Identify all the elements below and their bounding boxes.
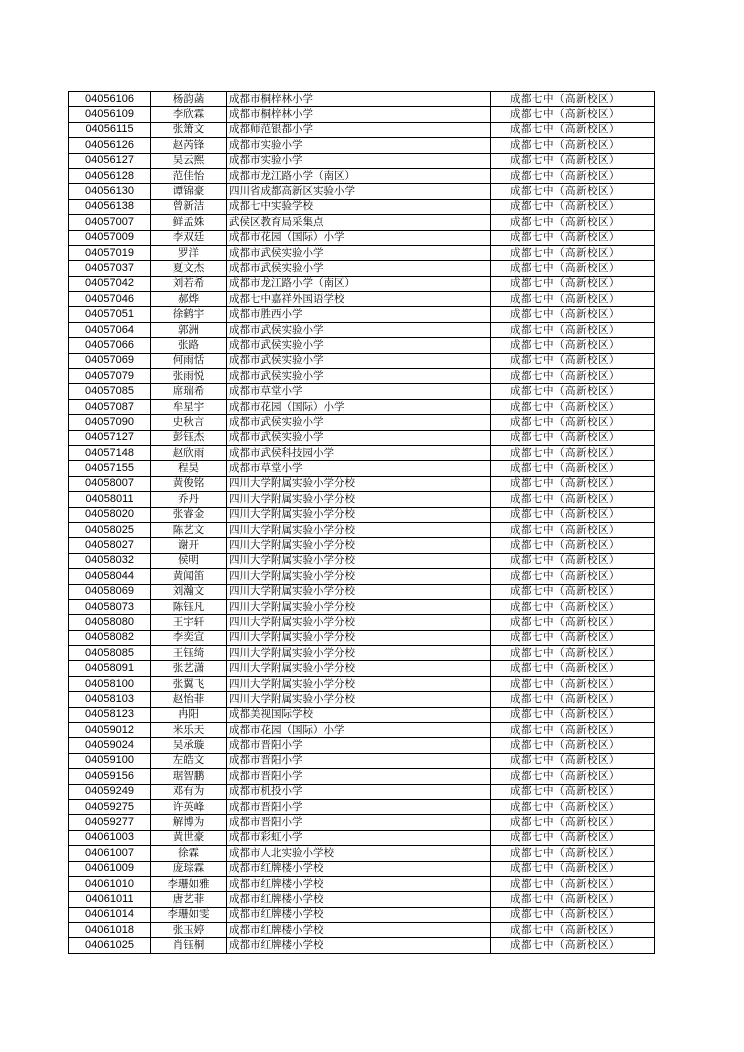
table-row [69,507,655,522]
admitted-school-cell: 成都七中（高新校区） [491,338,655,353]
admitted-school-cell: 成都七中（高新校区） [491,661,655,676]
student-name-cell: 程昊 [151,461,227,476]
student-id-cell: 04058020 [69,507,151,522]
admitted-school-cell: 成都七中（高新校区） [491,799,655,814]
student-name-cell: 刘瀚文 [151,584,227,599]
student-name-cell: 郝烨 [151,292,227,307]
table-row [69,738,655,753]
table-row [69,907,655,922]
student-id-cell: 04057079 [69,369,151,384]
school-cell: 四川大学附属实验小学分校 [227,692,491,707]
table-row [69,799,655,814]
student-name-cell: 牟星宇 [151,399,227,414]
admitted-school-cell: 成都七中（高新校区） [491,138,655,153]
school-cell: 四川大学附属实验小学分校 [227,522,491,537]
admitted-school-cell: 成都七中（高新校区） [491,261,655,276]
school-cell: 四川大学附属实验小学分校 [227,615,491,630]
admitted-school-cell: 成都七中（高新校区） [491,168,655,183]
admitted-school-cell: 成都七中（高新校区） [491,892,655,907]
school-cell: 成都市红牌楼小学校 [227,923,491,938]
student-name-cell: 王钰绮 [151,646,227,661]
student-name-cell: 肖钰桐 [151,938,227,953]
student-id-cell: 04061014 [69,907,151,922]
student-name-cell: 左皓文 [151,753,227,768]
student-id-cell: 04057155 [69,461,151,476]
admitted-school-cell: 成都七中（高新校区） [491,538,655,553]
student-id-cell: 04057042 [69,276,151,291]
school-cell: 四川大学附属实验小学分校 [227,507,491,522]
student-id-cell: 04056109 [69,107,151,122]
school-cell: 四川大学附属实验小学分校 [227,492,491,507]
student-name-cell: 赵欣雨 [151,445,227,460]
school-cell: 成都市晋阳小学 [227,738,491,753]
table-row [69,492,655,507]
table-row [69,92,655,107]
admitted-school-cell: 成都七中（高新校区） [491,384,655,399]
school-cell: 成都美视国际学校 [227,707,491,722]
school-cell: 成都市花园（国际）小学 [227,723,491,738]
school-cell: 成都市桐梓林小学 [227,107,491,122]
student-id-cell: 04057019 [69,245,151,260]
student-name-cell: 黄闻笛 [151,569,227,584]
student-id-cell: 04056127 [69,153,151,168]
school-cell: 成都市龙江路小学（南区） [227,168,491,183]
student-name-cell: 张玉婷 [151,923,227,938]
school-cell: 四川大学附属实验小学分校 [227,646,491,661]
school-cell: 成都市人北实验小学校 [227,846,491,861]
school-cell: 成都市武侯实验小学 [227,245,491,260]
student-name-cell: 赵芮锋 [151,138,227,153]
student-name-cell: 庞琮霖 [151,861,227,876]
school-cell: 成都市花园（国际）小学 [227,399,491,414]
school-cell: 成都市武侯实验小学 [227,338,491,353]
table-row [69,923,655,938]
school-cell: 成都市晋阳小学 [227,815,491,830]
table-row [69,445,655,460]
student-id-cell: 04057127 [69,430,151,445]
school-cell: 四川大学附属实验小学分校 [227,630,491,645]
admitted-school-cell: 成都七中（高新校区） [491,369,655,384]
student-id-cell: 04058032 [69,553,151,568]
admitted-school-cell: 成都七中（高新校区） [491,584,655,599]
admitted-school-cell: 成都七中（高新校区） [491,199,655,214]
student-id-cell: 04058100 [69,676,151,691]
school-cell: 成都市实验小学 [227,153,491,168]
admitted-school-cell: 成都七中（高新校区） [491,230,655,245]
table-row [69,292,655,307]
school-cell: 成都市晋阳小学 [227,753,491,768]
admitted-school-cell: 成都七中（高新校区） [491,692,655,707]
table-row [69,322,655,337]
student-name-cell: 琚智鹏 [151,769,227,784]
table-row [69,769,655,784]
table-row [69,569,655,584]
student-name-cell: 范佳怡 [151,168,227,183]
student-id-cell: 04056126 [69,138,151,153]
school-cell: 成都市红牌楼小学校 [227,907,491,922]
admitted-school-cell: 成都七中（高新校区） [491,522,655,537]
student-id-cell: 04056115 [69,122,151,137]
school-cell: 成都市晋阳小学 [227,799,491,814]
table-row [69,815,655,830]
student-name-cell: 席瑞希 [151,384,227,399]
student-id-cell: 04056130 [69,184,151,199]
table-row [69,584,655,599]
student-id-cell: 04058103 [69,692,151,707]
table-row [69,476,655,491]
admitted-school-cell: 成都七中（高新校区） [491,676,655,691]
student-id-cell: 04059012 [69,723,151,738]
school-cell: 成都市晋阳小学 [227,769,491,784]
table-row [69,692,655,707]
admitted-school-cell: 成都七中（高新校区） [491,445,655,460]
student-name-cell: 陈艺文 [151,522,227,537]
student-id-cell: 04057051 [69,307,151,322]
admitted-school-cell: 成都七中（高新校区） [491,861,655,876]
student-id-cell: 04057085 [69,384,151,399]
student-name-cell: 史秋言 [151,415,227,430]
school-cell: 成都市红牌楼小学校 [227,876,491,891]
student-name-cell: 李珊如雯 [151,907,227,922]
table-row [69,153,655,168]
table-row [69,830,655,845]
student-id-cell: 04059277 [69,815,151,830]
student-name-cell: 鲜孟姝 [151,215,227,230]
admitted-school-cell: 成都七中（高新校区） [491,723,655,738]
student-name-cell: 吴承璇 [151,738,227,753]
student-name-cell: 李珊如雅 [151,876,227,891]
student-name-cell: 许英峰 [151,799,227,814]
admitted-school-cell: 成都七中（高新校区） [491,399,655,414]
school-cell: 四川大学附属实验小学分校 [227,538,491,553]
admitted-school-cell: 成都七中（高新校区） [491,292,655,307]
student-id-cell: 04061010 [69,876,151,891]
admitted-school-cell: 成都七中（高新校区） [491,553,655,568]
student-name-cell: 谭锦豪 [151,184,227,199]
admission-list-table [68,91,655,954]
table-row [69,522,655,537]
admitted-school-cell: 成都七中（高新校区） [491,122,655,137]
table-row [69,876,655,891]
school-cell: 四川大学附属实验小学分校 [227,661,491,676]
student-id-cell: 04058073 [69,599,151,614]
admitted-school-cell: 成都七中（高新校区） [491,430,655,445]
admitted-school-cell: 成都七中（高新校区） [491,322,655,337]
student-name-cell: 黄世豪 [151,830,227,845]
admitted-school-cell: 成都七中（高新校区） [491,784,655,799]
table-row [69,369,655,384]
student-id-cell: 04057066 [69,338,151,353]
table-row [69,646,655,661]
school-cell: 四川大学附属实验小学分校 [227,584,491,599]
table-row [69,430,655,445]
school-cell: 成都师范银都小学 [227,122,491,137]
school-cell: 成都市武侯实验小学 [227,353,491,368]
student-name-cell: 曾新洁 [151,199,227,214]
student-name-cell: 冉阳 [151,707,227,722]
student-id-cell: 04061009 [69,861,151,876]
table-row [69,215,655,230]
table-row [69,461,655,476]
table-body [69,92,655,954]
admitted-school-cell: 成都七中（高新校区） [491,245,655,260]
student-id-cell: 04061025 [69,938,151,953]
student-id-cell: 04058080 [69,615,151,630]
table-row [69,138,655,153]
student-name-cell: 郭洲 [151,322,227,337]
student-name-cell: 张箫文 [151,122,227,137]
student-id-cell: 04058123 [69,707,151,722]
school-cell: 四川省成都高新区实验小学 [227,184,491,199]
table-row [69,846,655,861]
school-cell: 成都市武侯实验小学 [227,415,491,430]
student-name-cell: 张翼飞 [151,676,227,691]
school-cell: 成都七中实验学校 [227,199,491,214]
table-row [69,261,655,276]
student-id-cell: 04059249 [69,784,151,799]
student-id-cell: 04059275 [69,799,151,814]
admitted-school-cell: 成都七中（高新校区） [491,815,655,830]
school-cell: 四川大学附属实验小学分校 [227,599,491,614]
student-name-cell: 侯明 [151,553,227,568]
table-row [69,723,655,738]
table-row [69,384,655,399]
admitted-school-cell: 成都七中（高新校区） [491,507,655,522]
school-cell: 成都市武侯实验小学 [227,261,491,276]
admitted-school-cell: 成都七中（高新校区） [491,107,655,122]
table-row [69,199,655,214]
student-name-cell: 李奕宣 [151,630,227,645]
admitted-school-cell: 成都七中（高新校区） [491,215,655,230]
table-row [69,615,655,630]
table-row [69,553,655,568]
student-id-cell: 04057069 [69,353,151,368]
student-name-cell: 张睿金 [151,507,227,522]
admitted-school-cell: 成都七中（高新校区） [491,492,655,507]
student-id-cell: 04058044 [69,569,151,584]
table-row [69,784,655,799]
student-id-cell: 04056128 [69,168,151,183]
table-row [69,168,655,183]
admitted-school-cell: 成都七中（高新校区） [491,630,655,645]
admitted-school-cell: 成都七中（高新校区） [491,615,655,630]
table-row [69,676,655,691]
admitted-school-cell: 成都七中（高新校区） [491,461,655,476]
school-cell: 成都市花园（国际）小学 [227,230,491,245]
student-id-cell: 04057037 [69,261,151,276]
student-id-cell: 04057148 [69,445,151,460]
student-id-cell: 04058011 [69,492,151,507]
student-id-cell: 04056138 [69,199,151,214]
table-row [69,338,655,353]
student-id-cell: 04057007 [69,215,151,230]
student-name-cell: 王宇轩 [151,615,227,630]
admitted-school-cell: 成都七中（高新校区） [491,184,655,199]
student-id-cell: 04057090 [69,415,151,430]
table-row [69,753,655,768]
student-name-cell: 张艺潇 [151,661,227,676]
school-cell: 成都市彩虹小学 [227,830,491,845]
student-id-cell: 04058025 [69,522,151,537]
student-name-cell: 李欣霖 [151,107,227,122]
admitted-school-cell: 成都七中（高新校区） [491,876,655,891]
school-cell: 成都市红牌楼小学校 [227,861,491,876]
admitted-school-cell: 成都七中（高新校区） [491,907,655,922]
student-name-cell: 解博为 [151,815,227,830]
student-name-cell: 李双廷 [151,230,227,245]
school-cell: 成都七中嘉祥外国语学校 [227,292,491,307]
school-cell: 成都市草堂小学 [227,461,491,476]
student-name-cell: 徐鹤宇 [151,307,227,322]
table-row [69,107,655,122]
student-id-cell: 04061003 [69,830,151,845]
admitted-school-cell: 成都七中（高新校区） [491,938,655,953]
student-name-cell: 何雨恬 [151,353,227,368]
school-cell: 成都市草堂小学 [227,384,491,399]
student-id-cell: 04058027 [69,538,151,553]
student-name-cell: 米乐天 [151,723,227,738]
table-row [69,276,655,291]
student-id-cell: 04061011 [69,892,151,907]
admitted-school-cell: 成都七中（高新校区） [491,707,655,722]
student-name-cell: 罗洋 [151,245,227,260]
student-name-cell: 邓有为 [151,784,227,799]
student-name-cell: 杨韵菡 [151,92,227,107]
student-name-cell: 刘若希 [151,276,227,291]
school-cell: 武侯区教育局采集点 [227,215,491,230]
school-cell: 成都市武侯实验小学 [227,369,491,384]
student-id-cell: 04059024 [69,738,151,753]
school-cell: 成都市红牌楼小学校 [227,938,491,953]
student-name-cell: 彭钰杰 [151,430,227,445]
student-id-cell: 04057087 [69,399,151,414]
table-row [69,399,655,414]
admitted-school-cell: 成都七中（高新校区） [491,476,655,491]
student-id-cell: 04061018 [69,923,151,938]
student-name-cell: 黄俊铭 [151,476,227,491]
admitted-school-cell: 成都七中（高新校区） [491,738,655,753]
admitted-school-cell: 成都七中（高新校区） [491,753,655,768]
table-row [69,353,655,368]
school-cell: 成都市桐梓林小学 [227,92,491,107]
table-row [69,707,655,722]
admitted-school-cell: 成都七中（高新校区） [491,646,655,661]
student-id-cell: 04056106 [69,92,151,107]
admitted-school-cell: 成都七中（高新校区） [491,153,655,168]
table-row [69,184,655,199]
table-row [69,307,655,322]
school-cell: 四川大学附属实验小学分校 [227,676,491,691]
student-id-cell: 04058085 [69,646,151,661]
admitted-school-cell: 成都七中（高新校区） [491,599,655,614]
admitted-school-cell: 成都七中（高新校区） [491,307,655,322]
admitted-school-cell: 成都七中（高新校区） [491,830,655,845]
student-id-cell: 04057009 [69,230,151,245]
student-id-cell: 04057064 [69,322,151,337]
student-name-cell: 赵怡菲 [151,692,227,707]
student-id-cell: 04059156 [69,769,151,784]
school-cell: 四川大学附属实验小学分校 [227,553,491,568]
admitted-school-cell: 成都七中（高新校区） [491,569,655,584]
student-id-cell: 04058007 [69,476,151,491]
school-cell: 四川大学附属实验小学分校 [227,476,491,491]
school-cell: 成都市胜西小学 [227,307,491,322]
student-name-cell: 张路 [151,338,227,353]
student-name-cell: 徐霖 [151,846,227,861]
student-id-cell: 04058082 [69,630,151,645]
table-row [69,245,655,260]
school-cell: 四川大学附属实验小学分校 [227,569,491,584]
school-cell: 成都市实验小学 [227,138,491,153]
school-cell: 成都市红牌楼小学校 [227,892,491,907]
student-name-cell: 吴云熙 [151,153,227,168]
student-name-cell: 夏文杰 [151,261,227,276]
school-cell: 成都市武侯实验小学 [227,322,491,337]
table-row [69,892,655,907]
admitted-school-cell: 成都七中（高新校区） [491,353,655,368]
admitted-school-cell: 成都七中（高新校区） [491,769,655,784]
table-row [69,230,655,245]
student-name-cell: 唐艺菲 [151,892,227,907]
student-id-cell: 04059100 [69,753,151,768]
admitted-school-cell: 成都七中（高新校区） [491,846,655,861]
table-row [69,938,655,953]
student-id-cell: 04061007 [69,846,151,861]
table-row [69,599,655,614]
student-name-cell: 张雨悦 [151,369,227,384]
school-cell: 成都市机投小学 [227,784,491,799]
school-cell: 成都市武侯科技园小学 [227,445,491,460]
student-name-cell: 陈钰凡 [151,599,227,614]
table-row [69,415,655,430]
student-name-cell: 乔丹 [151,492,227,507]
student-id-cell: 04058069 [69,584,151,599]
student-id-cell: 04057046 [69,292,151,307]
student-name-cell: 谢开 [151,538,227,553]
admitted-school-cell: 成都七中（高新校区） [491,276,655,291]
table-row [69,661,655,676]
student-id-cell: 04058091 [69,661,151,676]
admitted-school-cell: 成都七中（高新校区） [491,923,655,938]
table-row [69,122,655,137]
admitted-school-cell: 成都七中（高新校区） [491,415,655,430]
table-row [69,538,655,553]
school-cell: 成都市龙江路小学（南区） [227,276,491,291]
school-cell: 成都市武侯实验小学 [227,430,491,445]
admitted-school-cell: 成都七中（高新校区） [491,92,655,107]
table-row [69,630,655,645]
table-row [69,861,655,876]
